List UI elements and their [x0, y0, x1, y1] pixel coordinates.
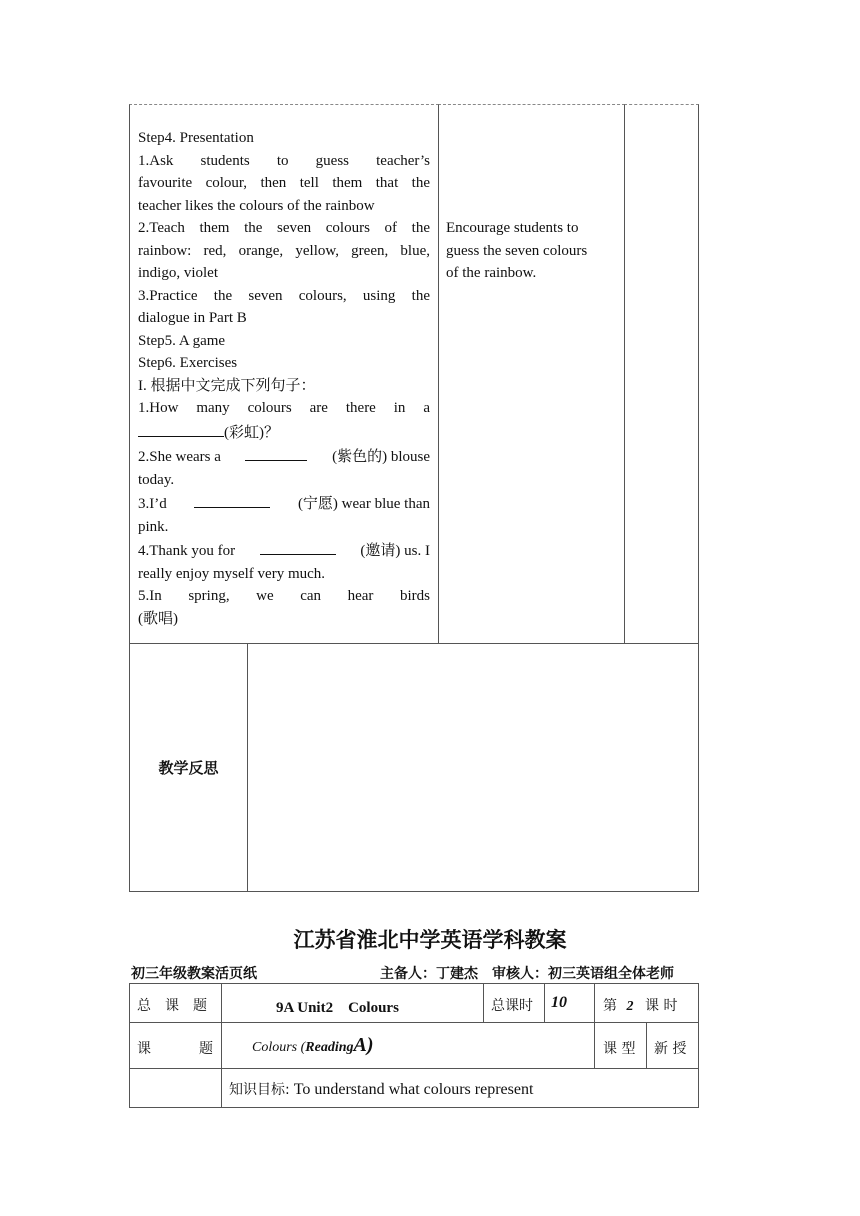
total-hours-value: 10 [551, 994, 567, 1011]
lesson-table-notes-cell [438, 104, 625, 644]
exercise-2-cont: today. [138, 471, 175, 488]
lesson-type-label: 课 型 [603, 1041, 636, 1057]
info-r3-label-cell [129, 1068, 222, 1108]
exercise-5-cont: (歌唱) [138, 610, 178, 627]
answer-blank [194, 491, 270, 508]
exercise-1: 1.How many colours are there in a [138, 400, 430, 416]
lesson-topic-label-b: 题 [199, 1041, 213, 1057]
step-line: rainbow: red, orange, yellow, green, blue, [138, 242, 430, 259]
lesson-notes [446, 217, 618, 285]
total-topic-label: 总 课 题 [137, 998, 207, 1014]
note-line: guess the seven colours [446, 242, 588, 259]
step-line: indigo, violet [138, 265, 218, 281]
note-line: of the rainbow. [446, 265, 537, 281]
step-line: teacher likes the colours of the rainbow [138, 197, 375, 214]
lesson-steps [138, 127, 430, 630]
lesson-topic-label-a: 课 [137, 1041, 151, 1057]
step-line: favourite colour, then tell them that the [138, 175, 430, 191]
lesson-type-value: 新 授 [654, 1041, 687, 1057]
exercise-5: 5.In spring, we can hear birds [138, 588, 430, 604]
subtitle-authors: 主备人：丁建杰 审核人：初三英语组全体老师 [380, 966, 674, 982]
exercise-4-cont: really enjoy myself very much. [138, 565, 326, 582]
answer-blank [138, 420, 224, 437]
knowledge-goal: 知识目标: To understand what colours represent [229, 1081, 534, 1098]
lesson-topic-value: Colours (ReadingA) [252, 1034, 374, 1056]
exercise-2: 2.She wears a (紫色的) blouse [138, 444, 430, 469]
step-line: I. 根据中文完成下列句子： [138, 377, 316, 394]
total-topic-value: 9A Unit2 Colours [276, 1000, 399, 1016]
step-line: 3.Practice the seven colours, using the [138, 287, 430, 304]
note-line: Encourage students to [446, 220, 579, 236]
step-line: 2.Teach them the seven colours of the [138, 220, 430, 236]
answer-blank [260, 538, 336, 555]
subtitle-grade: 初三年级教案活页纸 [131, 966, 257, 982]
step-line: dialogue in Part B [138, 310, 247, 326]
reflection-label: 教学反思 [158, 759, 219, 777]
exercise-4: 4.Thank you for (邀请) us. I [138, 538, 430, 563]
step-line: 1.Ask students to guess teacher’s [138, 152, 430, 169]
reflection-content-cell [247, 643, 699, 892]
exercise-3-cont: pink. [138, 518, 169, 535]
step-line: Step5. A game [138, 332, 226, 349]
session-number: 第 2 课 时 [603, 998, 678, 1014]
total-hours-label: 总课时 [491, 998, 533, 1014]
step-line: Step6. Exercises [138, 355, 238, 371]
page-title: 江苏省淮北中学英语学科教案 [293, 928, 567, 952]
exercise-3: 3.I’d (宁愿) wear blue than [138, 491, 430, 516]
answer-blank [245, 444, 307, 461]
lesson-table-extra-cell [624, 104, 699, 644]
step-line: Step4. Presentation [138, 130, 254, 146]
exercise-1-cont: (彩虹)？ [138, 420, 430, 445]
